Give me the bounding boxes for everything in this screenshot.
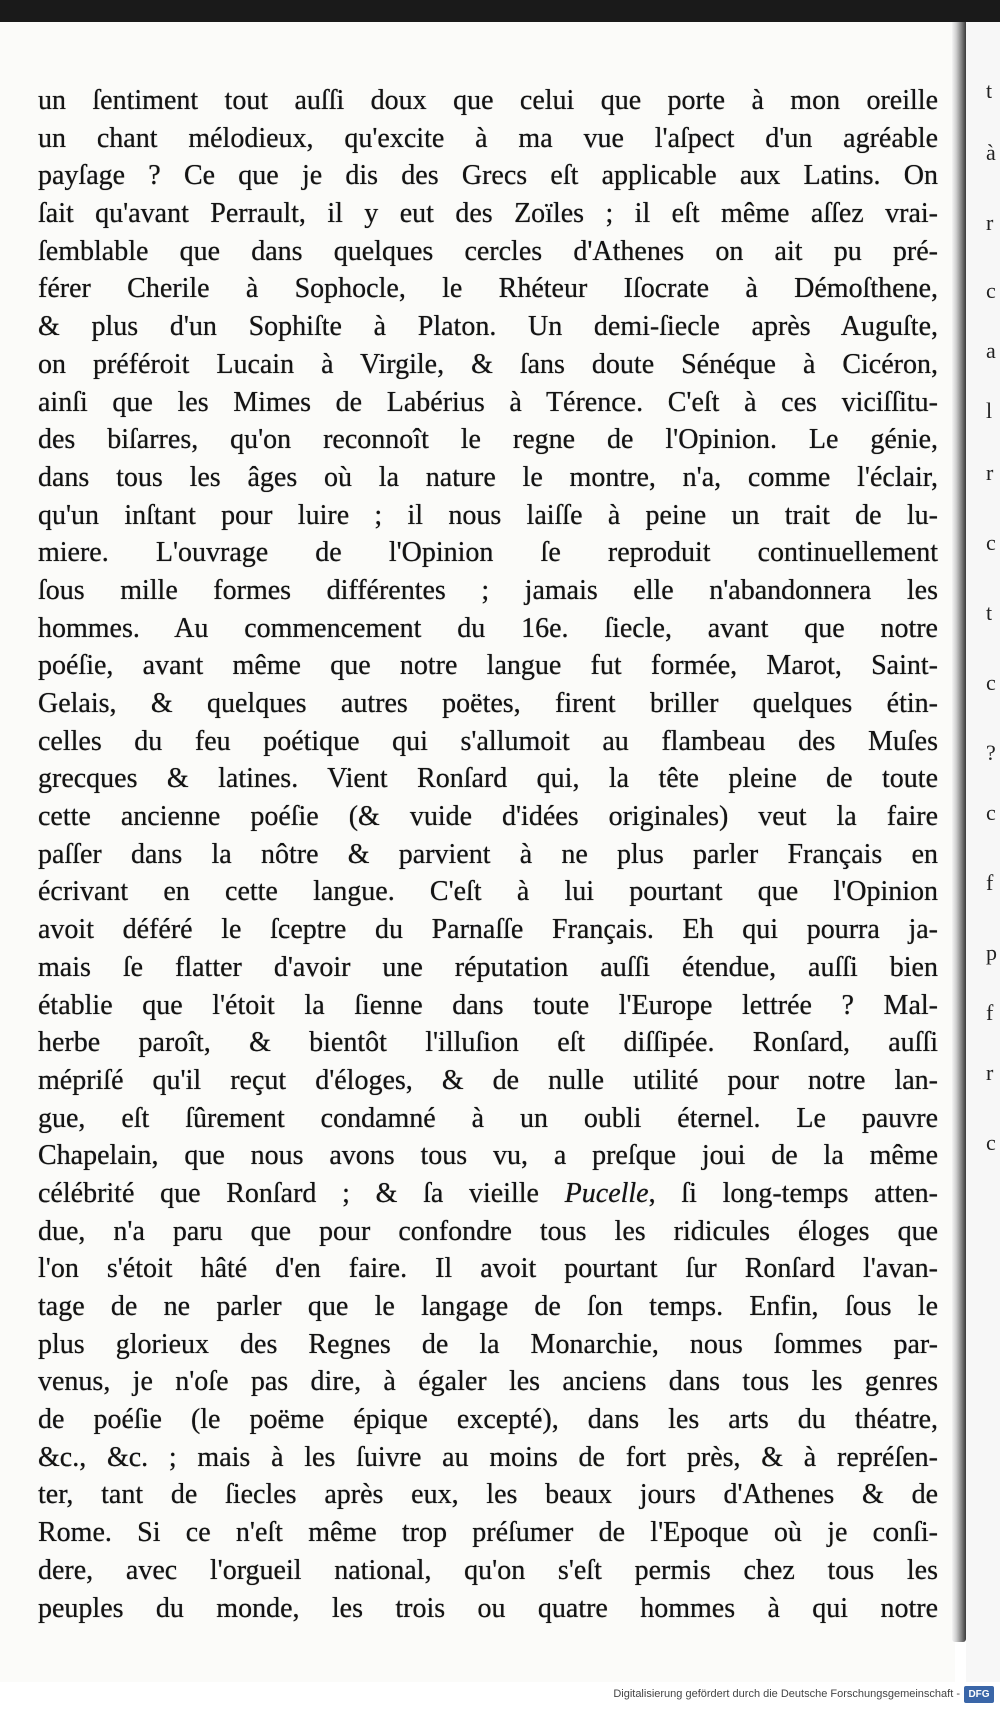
text-line: grecques & latines. Vient Ronſard qui, la tête pleine de toute xyxy=(38,763,938,795)
adjacent-page-glyph: f xyxy=(986,870,994,895)
text-line: ainſi que les Mimes de Labérius à Térence. C'eſt à ces viciſſitu- xyxy=(38,386,938,418)
text-line: cette ancienne poéſie (& vuide d'idées originales) veut la faire xyxy=(38,801,938,833)
text-line: Chapelain, que nous avons tous vu, a preſque joui de la même xyxy=(38,1140,938,1172)
text-line: ſous mille formes différentes ; jamais elle n'abandonnera les xyxy=(38,574,938,606)
adjacent-page-glyph: à xyxy=(986,140,996,165)
adjacent-page-glyph: r xyxy=(986,1060,994,1085)
adjacent-page-glyph: c xyxy=(986,1130,996,1155)
text-line: ſemblable que dans quelques cercles d'Athenes on ait pu pré- xyxy=(38,235,938,267)
text-line: &c., &c. ; mais à les ſuivre au moins de fort près, & à repréſen- xyxy=(38,1441,938,1473)
adjacent-page-glyph: l xyxy=(986,398,993,423)
text-line: mais ſe flatter d'avoir une réputation auſſi étendue, auſſi bien xyxy=(38,951,938,983)
text-line: gue, eſt ſûrement condamné à un oubli éternel. Le pauvre xyxy=(38,1102,938,1134)
text-line: hommes. Au commencement du 16e. ſiecle, avant que notre xyxy=(38,612,938,644)
text-line: l'on s'étoit hâté d'en faire. Il avoit pourtant ſur Ronſard l'avan- xyxy=(38,1253,938,1285)
text-line: paſſer dans la nôtre & parvient à ne plus parler Français en xyxy=(38,838,938,870)
text-line: avoit déféré le ſceptre du Parnaſſe Français. Eh qui pourra ja- xyxy=(38,914,938,946)
adjacent-page-glyph: f xyxy=(986,1000,994,1025)
digitization-footer xyxy=(0,1682,1000,1711)
text-line: tage de ne parler que le langage de ſon temps. Enfin, ſous le xyxy=(38,1291,938,1322)
text-line: peuples du monde, les trois ou quatre hommes à qui notre xyxy=(38,1592,938,1624)
adjacent-page-glyph: c xyxy=(986,800,996,825)
adjacent-page-glyph: c xyxy=(986,530,996,555)
text-line: celles du feu poétique qui s'allumoit au flambeau des Muſes xyxy=(38,725,938,757)
adjacent-page-glyph: c xyxy=(986,278,996,303)
text-line: Gelais, & quelques autres poëtes, firent briller quelques étin- xyxy=(38,688,938,719)
text-line: payſage ? Ce que je dis des Grecs eſt applicable aux Latins. On xyxy=(38,160,938,192)
text-line: écrivant en cette langue. C'eſt à lui pourtant que l'Opinion xyxy=(38,876,938,908)
italic-title: Pucelle xyxy=(564,1177,649,1209)
text-line: plus glorieux des Regnes de la Monarchie, nous ſommes par- xyxy=(38,1328,938,1360)
text-line: poéſie, avant même que notre langue fut formée, Marot, Saint- xyxy=(38,650,938,682)
text-line: qu'un inſtant pour luire ; il nous laiſſe à peine un trait de lu- xyxy=(38,499,938,531)
dfg-logo-icon: DFG xyxy=(964,1686,994,1703)
text-line: miere. L'ouvrage de l'Opinion ſe reproduit continuellement xyxy=(38,537,938,569)
adjacent-page-glyph: t xyxy=(986,78,993,103)
text-line: herbe paroît, & bientôt l'illuſion eſt diſſipée. Ronſard, auſſi xyxy=(38,1027,938,1059)
book-page xyxy=(0,22,955,1682)
text-line: mépriſé qu'il reçut d'éloges, & de nulle utilité pour notre lan- xyxy=(38,1064,938,1096)
adjacent-page-margin xyxy=(966,22,1000,1682)
text-line: Rome. Si ce n'eſt même trop préſumer de l'Epoque où je conſi- xyxy=(38,1517,938,1549)
text-line: établie que l'étoit la ſienne dans toute l'Europe lettrée ? Mal- xyxy=(38,989,938,1021)
adjacent-page-glyph: p xyxy=(986,940,997,965)
text-line: due, n'a paru que pour confondre tous les ridicules éloges que xyxy=(38,1215,938,1247)
text-line: de poéſie (le poëme épique excepté), dans les arts du théatre, xyxy=(38,1404,938,1436)
text-line: célébrité que Ronſard ; & ſa vieille Pucelle, ſi long-temps atten- xyxy=(38,1177,938,1209)
text-line: un ſentiment tout auſſi doux que celui que porte à mon oreille xyxy=(38,85,938,116)
text-line: un chant mélodieux, qu'excite à ma vue l'aſpect d'un agréable xyxy=(38,122,938,154)
page-text-block xyxy=(38,82,938,1627)
adjacent-page-glyph: t xyxy=(986,600,993,625)
text-line: dans tous les âges où la nature le montre, n'a, comme l'éclair, xyxy=(38,461,938,493)
text-line: férer Cherile à Sophocle, le Rhéteur Iſocrate à Démoſthene, xyxy=(38,273,938,305)
text-line: ter, tant de ſiecles après eux, les beaux jours d'Athenes & de xyxy=(38,1479,938,1511)
text-line: & plus d'un Sophiſte à Platon. Un demi-ſiecle après Auguſte, xyxy=(38,311,938,343)
adjacent-page-glyph: r xyxy=(986,460,994,485)
adjacent-page-glyph: c xyxy=(986,670,996,695)
adjacent-page-glyph: a xyxy=(986,338,996,363)
footer-credit: Digitalisierung gefördert durch die Deutsche Forschungsgemeinschaft - xyxy=(613,1688,960,1700)
text-line: venus, je n'oſe pas dire, à égaler les anciens dans tous les genres xyxy=(38,1366,938,1398)
adjacent-page-glyph: r xyxy=(986,210,994,235)
page-spine-shadow xyxy=(952,22,966,1642)
adjacent-page-glyph: ? xyxy=(986,740,996,765)
top-page-edge xyxy=(0,0,1000,22)
text-line: on préféroit Lucain à Virgile, & ſans doute Sénéque à Cicéron, xyxy=(38,348,938,380)
text-line: des biſarres, qu'on reconnoît le regne de l'Opinion. Le génie, xyxy=(38,424,938,456)
text-line: dere, avec l'orgueil national, qu'on s'eſt permis chez tous les xyxy=(38,1554,938,1586)
text-line: ſait qu'avant Perrault, il y eut des Zoïles ; il eſt même aſſez vrai- xyxy=(38,198,938,230)
